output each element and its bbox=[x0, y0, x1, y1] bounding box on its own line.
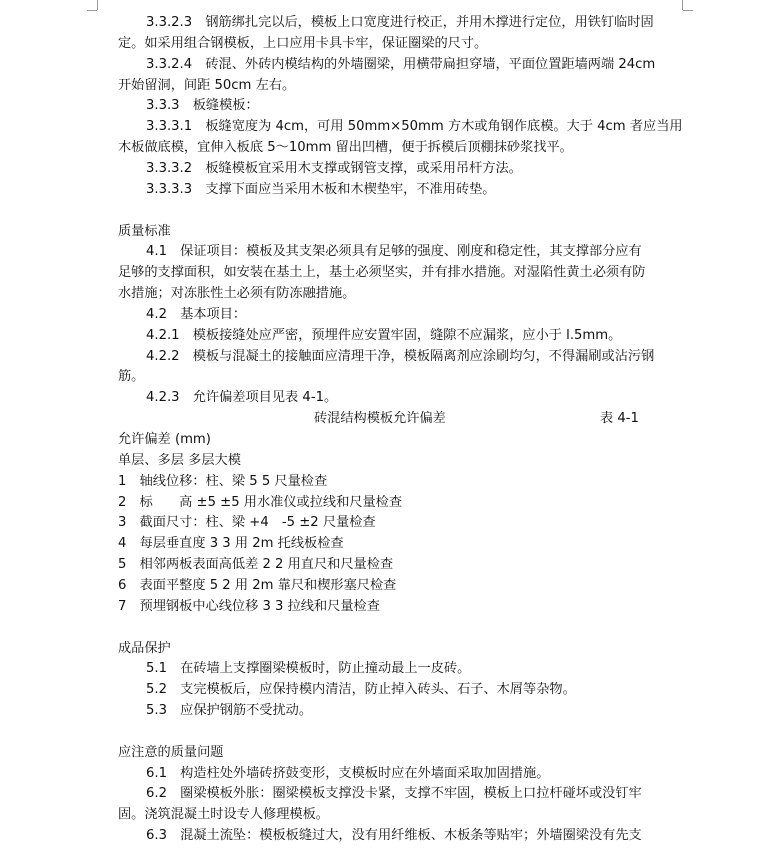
text-line bbox=[118, 617, 678, 638]
text-line: 4.2.1 模板接缝处应严密，预埋件应安置牢固，缝隙不应漏浆，应小于 l.5mm。 bbox=[146, 327, 622, 343]
table-line: 5 相邻两板表面高低差 2 2 用直尺和尺量检查 bbox=[118, 557, 394, 573]
crop-mark-top-right bbox=[682, 0, 683, 10]
text-line: 3.3.2.4 砖混、外砖内模结构的外墙圈梁，用横带扁担穿墙，平面位置距墙两端 24cm bbox=[146, 56, 656, 72]
text-line: 成品保护 bbox=[118, 640, 171, 656]
text-line: 应注意的质量问题 bbox=[118, 744, 224, 760]
text-line: 5.2 支完模板后，应保持模内清洁，防止掉入砖头、石子、木屑等杂物。 bbox=[146, 682, 576, 698]
text-line: 筋。 bbox=[118, 369, 145, 385]
text-line: 足够的支撑面积，如安装在基土上，基土必须坚实，并有排水措施。对湿陷性黄土必须有防 bbox=[118, 265, 646, 281]
text-line: 6.3 混凝土流坠：模板板缝过大，没有用纤维板、木板条等贴牢；外墙圈梁没有先支 bbox=[146, 828, 642, 844]
crop-mark-top-left bbox=[97, 0, 98, 10]
crop-mark-top-left-h bbox=[87, 10, 97, 11]
text-line: 4.2.3 允许偏差项目见表 4-1。 bbox=[146, 390, 338, 406]
table-line: 允许偏差 (mm) bbox=[118, 432, 211, 447]
text-line: 5.1 在砖墙上支撑圈梁模板时，防止撞动最上一皮砖。 bbox=[146, 661, 471, 677]
text-line: 3.3.3.1 板缝宽度为 4cm，可用 50mm×50mm 方木或角钢作底模。大于 4cm 者应当用 bbox=[146, 119, 683, 135]
text-line bbox=[118, 200, 678, 221]
table-line: 6 表面平整度 5 2 用 2m 靠尺和楔形塞尺检查 bbox=[118, 577, 397, 593]
text-line: 4.2 基本项目： bbox=[146, 306, 247, 322]
table-line: 单层、多层 多层大模 bbox=[118, 452, 241, 468]
text-line: 3.3.3.2 板缝模板宜采用木支撑或钢管支撑，或采用吊杆方法。 bbox=[146, 160, 522, 176]
table-line: 7 预埋钢板中心线位移 3 3 拉线和尺量检查 bbox=[118, 598, 380, 614]
crop-mark-top-right-h bbox=[683, 10, 693, 11]
text-line: 6.1 构造柱处外墙砖挤鼓变形，支模板时应在外墙面采取加固措施。 bbox=[146, 765, 550, 781]
text-line: 定。如采用组合钢模板，上口应用卡具卡牢，保证圈梁的尺寸。 bbox=[118, 35, 488, 51]
text-line: 木板做底模，宜伸入板底 5～10mm 留出凹槽，便于拆模后顶棚抹砂浆找平。 bbox=[118, 140, 573, 156]
table-line: 1 轴线位移：柱、梁 5 5 尺量检查 bbox=[118, 473, 328, 489]
text-line: 4.1 保证项目：模板及其支架必须具有足够的强度、刚度和稳定性，其支撑部分应有 bbox=[146, 244, 642, 260]
table-caption-number: 表 4-1 bbox=[600, 411, 639, 427]
text-line: 4.2.2 模板与混凝土的接触面应清理干净，模板隔离剂应涂刷均匀，不得漏刷或沾污钢 bbox=[146, 348, 655, 364]
text-line: 3.3.3.3 支撑下面应当采用木板和木楔垫牢，不准用砖垫。 bbox=[146, 181, 496, 197]
text-line: 固。浇筑混凝土时设专人修理模板。 bbox=[118, 807, 329, 823]
table-caption bbox=[0, 408, 780, 429]
text-line: 质量标准 bbox=[118, 223, 171, 239]
text-line: 3.3.2.3 钢筋绑扎完以后，模板上口宽度进行校正，并用木撑进行定位，用铁钉临时固 bbox=[146, 15, 654, 30]
table-line: 2 标 高 ±5 ±5 用水准仪或拉线和尺量检查 bbox=[118, 494, 403, 510]
text-line: 水措施；对冻胀性土必须有防冻融措施。 bbox=[118, 286, 356, 302]
text-line: 5.3 应保护钢筋不受扰动。 bbox=[146, 703, 313, 719]
table-line: 3 截面尺寸：柱、梁 +4 -5 ±2 尺量检查 bbox=[118, 515, 376, 531]
text-line bbox=[118, 721, 678, 742]
table-caption-title: 砖混结构模板允许偏差 bbox=[314, 411, 446, 427]
text-line: 3.3.3 板缝模板： bbox=[146, 98, 259, 114]
table-line: 4 每层垂直度 3 3 用 2m 托线板检查 bbox=[118, 536, 344, 552]
text-line: 6.2 圈梁模板外胀：圈梁模板支撑没卡紧，支撑不牢固，模板上口拉杆碰坏或没钉牢 bbox=[146, 786, 642, 802]
text-line: 开始留洞，间距 50cm 左右。 bbox=[118, 77, 296, 93]
